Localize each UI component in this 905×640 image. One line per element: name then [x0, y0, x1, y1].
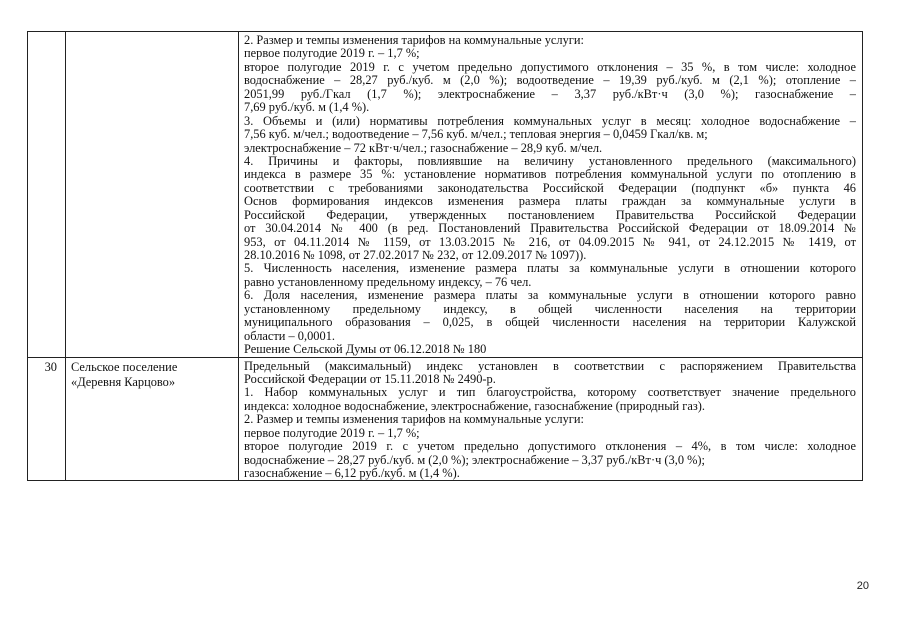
tariff-table [27, 31, 863, 481]
text-line: 2. Размер и темпы изменения тарифов на коммунальные услуги: [244, 34, 584, 47]
settlement-name-cell [66, 32, 239, 358]
row-number-cell [28, 357, 66, 481]
text-line: 7,69 руб./куб. м (1,4 %). [244, 101, 370, 115]
table-row [28, 357, 863, 481]
text-line: Предельный (максимальный) индекс установлен в соответствии с распоряжением Правительства [244, 359, 856, 373]
row-number-cell [28, 32, 66, 358]
text-line: 5. Численность населения, изменение размера платы за коммунальные услуги в отношении которого [244, 262, 856, 276]
text-line: водоснабжение – 28,27 руб./куб. м (2,0 %); электроснабжение – 3,37 руб./кВт·ч (3,0 %); [244, 453, 706, 467]
text-line: второе полугодие 2019 г. с учетом предельно допустимого отклонения – 4%, в том числе: холодное [244, 440, 856, 454]
text-line: первое полугодие 2019 г. – 1,7 %; [244, 426, 420, 440]
description-text [244, 360, 856, 481]
text-line: Российской Федерации от 15.11.2018 № 2490-р. [244, 372, 496, 386]
text-line: 28.10.2016 № 1098, от 27.02.2017 № 232, от 12.09.2017 № 1097)). [244, 249, 587, 262]
description-cell [239, 32, 863, 358]
text-line: Российской Федерации, утвержденных постановлением Правительства Российской Федерации [244, 208, 856, 222]
row-number: 30 [44, 359, 57, 374]
text-line: Решение Сельской Думы от 06.12.2018 № 180 [244, 343, 487, 357]
settlement-name-cell [66, 357, 239, 481]
text-line: 3. Объемы и (или) нормативы потребления коммунальных услуг в месяц: холодное водоснабжение – [244, 114, 856, 128]
text-line: 7,56 куб. м/чел.; водоотведение – 7,56 куб. м/чел.; тепловая энергия – 0,0459 Гкал/кв. м; [244, 128, 708, 142]
text-line: соответствии с требованиями законодательства Российской Федерации (подпункт «б» пункта 46 [244, 181, 856, 195]
text-line: индекса: холодное водоснабжение, электроснабжение, газоснабжение (природный газ). [244, 399, 705, 413]
description-cell [239, 357, 863, 481]
text-line: индекса в размере 35 %: установление нормативов потребления коммунальной услуги по отоплению в [244, 168, 856, 182]
text-line: 953, от 04.11.2014 № 1159, от 13.03.2015 № 216, от 04.09.2015 № 941, от 24.12.2015 № 1419, от [244, 235, 856, 249]
text-line: 6. Доля населения, изменение размера платы за коммунальные услуги в отношении которого равно [244, 289, 856, 303]
text-line: равно установленному предельному индексу, – 76 чел. [244, 275, 532, 289]
text-line: 2051,99 руб./Гкал (1,7 %); электроснабжение – 3,37 руб./кВт·ч (3,0 %); газоснабжение – [244, 87, 856, 101]
text-line: установленному предельному индексу, в общей численности населения на территории [244, 302, 856, 316]
text-line: водоснабжение – 28,27 руб./куб. м (2,0 %); водоотведение – 19,39 руб./куб. м (2,1 %); отопление – [244, 74, 856, 88]
text-line: от 30.04.2014 № 400 (в ред. Постановлений Правительства Российской Федерации от 18.09.2014 № [244, 222, 856, 236]
page-number: 20 [856, 580, 869, 592]
text-line: электроснабжение – 72 кВт·ч/чел.; газоснабжение – 28,9 куб. м/чел. [244, 141, 603, 155]
text-line: 4. Причины и факторы, повлиявшие на величину установленного предельного (максимального) [244, 154, 856, 168]
table-row [28, 32, 863, 358]
text-line: 2. Размер и темпы изменения тарифов на коммунальные услуги: [244, 413, 584, 427]
text-line: 1. Набор коммунальных услуг и тип благоустройства, которому соответствует значение предельного [244, 386, 856, 400]
text-line: муниципального образования – 0,025, в общей численности населения на территории Калужской [244, 316, 856, 330]
text-line: второе полугодие 2019 г. с учетом предельно допустимого отклонения – 35 %, в том числе: холодное [244, 60, 856, 74]
description-text [244, 34, 856, 357]
text-line: Основ формирования индексов изменения размера платы граждан за коммунальные услуги в [244, 195, 856, 209]
settlement-name-line-2: «Деревня Карцово» [71, 374, 176, 389]
text-line: области – 0,0001. [244, 329, 335, 343]
text-line: газоснабжение – 6,12 руб./куб. м (1,4 %). [244, 467, 460, 480]
settlement-name-line-1: Сельское поселение [71, 359, 178, 374]
text-line: первое полугодие 2019 г. – 1,7 %; [244, 47, 420, 61]
